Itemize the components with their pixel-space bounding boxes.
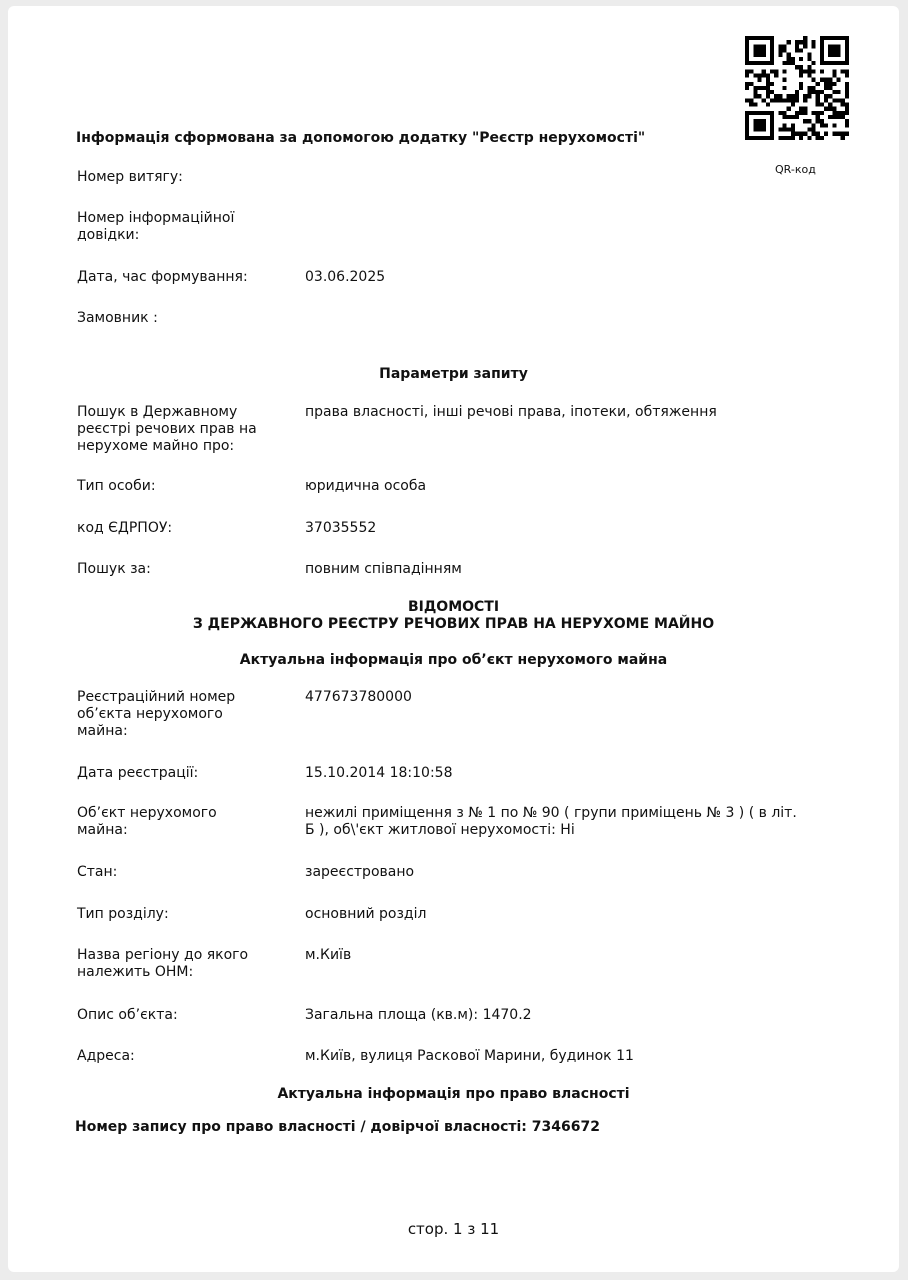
address-label: Адреса: xyxy=(77,1048,135,1064)
extract-number-label: Номер витягу: xyxy=(77,169,183,185)
property-object-value: нежилі приміщення з № 1 по № 90 ( групи приміщень № 3 ) ( в літ. Б ), об\'єкт житлової нерухомості: Ні xyxy=(305,805,797,838)
query-search-label: Пошук в Державному реєстрі речових прав на нерухоме майно про: xyxy=(77,404,257,454)
edrpou-label: код ЄДРПОУ: xyxy=(77,520,173,536)
person-type-label: Тип особи: xyxy=(77,478,156,494)
registry-heading-line2: З ДЕРЖАВНОГО РЕЄСТРУ РЕЧОВИХ ПРАВ НА НЕРУХОМЕ МАЙНО xyxy=(192,616,715,632)
formation-date-value: 03.06.2025 xyxy=(305,269,386,285)
page-number: стор. 1 з 11 xyxy=(407,1220,500,1238)
header-title: Інформація сформована за допомогою додатку "Реєстр нерухомості" xyxy=(76,130,646,146)
region-value: м.Київ xyxy=(305,947,352,963)
ownership-section-title: Актуальна інформація про право власності xyxy=(277,1086,630,1102)
property-object-label: Об’єкт нерухомого майна: xyxy=(77,805,217,838)
info-reference-label: Номер інформаційної довідки: xyxy=(77,210,235,243)
registration-number-label: Реєстраційний номер об’єкта нерухомого майна: xyxy=(77,689,236,739)
customer-label: Замовник : xyxy=(77,310,158,326)
section-type-label: Тип розділу: xyxy=(77,906,169,922)
document-page xyxy=(8,6,899,1272)
qr-code-icon xyxy=(745,36,849,140)
status-label: Стан: xyxy=(77,864,118,880)
section-type-value: основний розділ xyxy=(305,906,427,922)
search-by-label: Пошук за: xyxy=(77,561,151,577)
edrpou-value: 37035552 xyxy=(305,520,377,536)
status-value: зареєстровано xyxy=(305,864,415,880)
registry-heading-line1: ВІДОМОСТІ xyxy=(407,599,500,615)
region-label: Назва регіону до якого належить ОНМ: xyxy=(77,947,249,980)
ownership-record-number: Номер запису про право власності / довірчої власності: 7346672 xyxy=(75,1119,600,1135)
object-description-value: Загальна площа (кв.м): 1470.2 xyxy=(305,1007,532,1023)
object-section-title: Актуальна інформація про об’єкт нерухомого майна xyxy=(239,652,668,668)
registration-date-value: 15.10.2014 18:10:58 xyxy=(305,765,453,781)
address-value: м.Київ, вулиця Раскової Марини, будинок 11 xyxy=(305,1048,634,1064)
qr-label: QR-код xyxy=(775,163,816,176)
search-by-value: повним співпадінням xyxy=(305,561,462,577)
registration-date-label: Дата реєстрації: xyxy=(77,765,199,781)
person-type-value: юридична особа xyxy=(305,478,427,494)
query-search-value: права власності, інші речові права, іпотеки, обтяження xyxy=(305,404,717,420)
formation-date-label: Дата, час формування: xyxy=(77,269,248,285)
object-description-label: Опис об’єкта: xyxy=(77,1007,178,1023)
registration-number-value: 477673780000 xyxy=(305,689,412,705)
query-section-title: Параметри запиту xyxy=(379,366,528,382)
